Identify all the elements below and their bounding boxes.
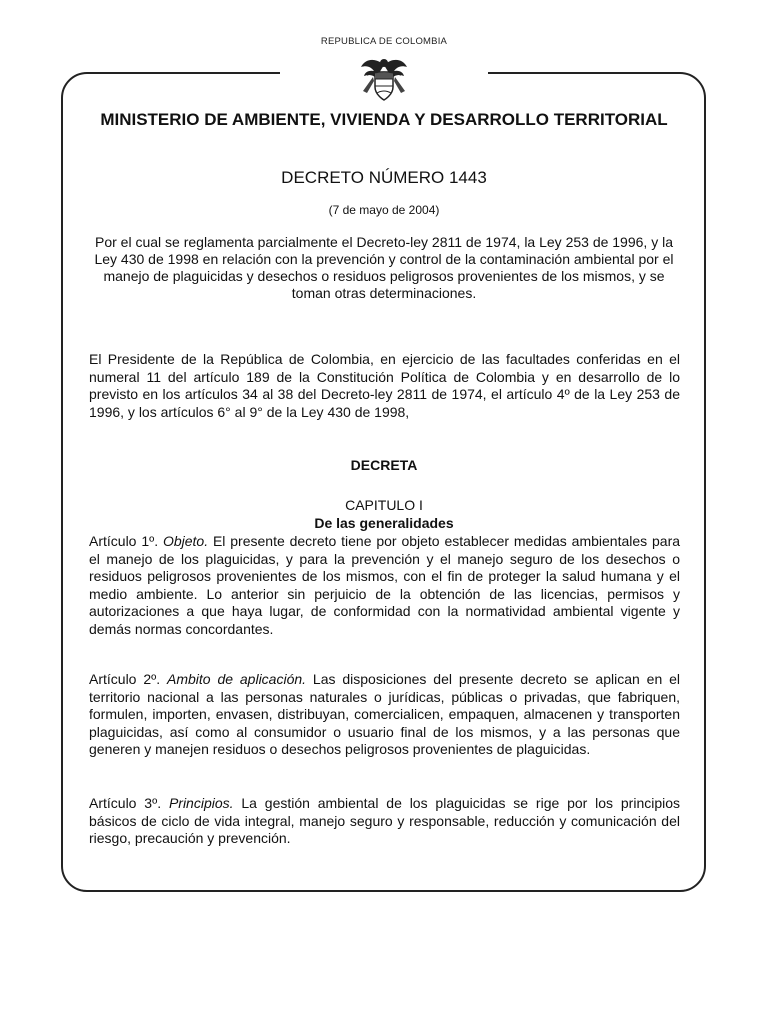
- article-1: [89, 533, 680, 638]
- article-title: Principios.: [168, 795, 234, 811]
- decreta-heading: DECRETA: [350, 457, 418, 473]
- decree-number: DECRETO NÚMERO 1443: [281, 168, 487, 187]
- document-border: [61, 72, 706, 892]
- coat-of-arms-icon: [357, 55, 411, 105]
- country-header: REPUBLICA DE COLOMBIA: [320, 36, 448, 47]
- article-2: [89, 671, 680, 759]
- article-number: Artículo 2º.: [89, 671, 161, 687]
- article-title: Ambito de aplicación.: [167, 671, 307, 687]
- article-number: Artículo 1º.: [89, 533, 159, 549]
- article-text: El presente decreto tiene por objeto establecer medidas ambientales para el manejo de los plaguicidas, y para la prevención y el manejo seguro de los desechos o residuos peligrosos provenientes de los mismos, con el fin de proteger la salud humana y el medio ambiente. Lo anterior sin perjuicio de la obtención de las licencias, permisos y autorizaciones a que haya lugar, de conformidad con la normatividad ambiental vigente y demás normas concordantes.: [89, 533, 681, 637]
- preamble-paragraph: El Presidente de la República de Colombia, en ejercicio de las facultades conferidas en el numeral 11 del artículo 189 de la Constitución Política de Colombia y en desarrollo de lo previsto en los artículos 34 al 38 del Decreto-ley 2811 de 1974, el artículo 4º de la Ley 253 de 1996, y los artículos 6° al 9° de la Ley 430 de 1998,: [89, 351, 680, 420]
- decree-summary: Por el cual se reglamenta parcialmente el Decreto-ley 2811 de 1974, la Ley 253 de 1996, y la Ley 430 de 1998 en relación con la prevención y control de la contaminación ambiental por el manejo de plaguicidas y desechos o residuos peligrosos provenientes de los mismos, y se toman otras determinaciones.: [94, 234, 674, 301]
- decree-date: (7 de mayo de 2004): [328, 203, 440, 217]
- article-number: Artículo 3º.: [89, 795, 162, 811]
- article-text: Las disposiciones del presente decreto se aplican en el territorio nacional a las personas naturales o jurídicas, públicas o privadas, que fabriquen, formulen, importen, envasen, distribuyan, comercialicen, empaquen, almacenen y transporten plaguicidas, así como al consumidor o usuario final de los mismos, y a las personas que generen y manejen residuos o desechos peligrosos provenientes de plaguicidas.: [89, 671, 681, 757]
- chapter-title: De las generalidades: [314, 515, 454, 531]
- article-title: Objeto.: [162, 533, 209, 549]
- chapter-label: CAPITULO I: [345, 497, 423, 513]
- article-text: La gestión ambiental de los plaguicidas se rige por los principios básicos de ciclo de vida integral, manejo seguro y responsable, reducción y comunicación del riesgo, precaución y prevención.: [89, 795, 681, 846]
- article-3: [89, 795, 680, 848]
- ministry-title: MINISTERIO DE AMBIENTE, VIVIENDA Y DESARROLLO TERRITORIAL: [100, 110, 668, 129]
